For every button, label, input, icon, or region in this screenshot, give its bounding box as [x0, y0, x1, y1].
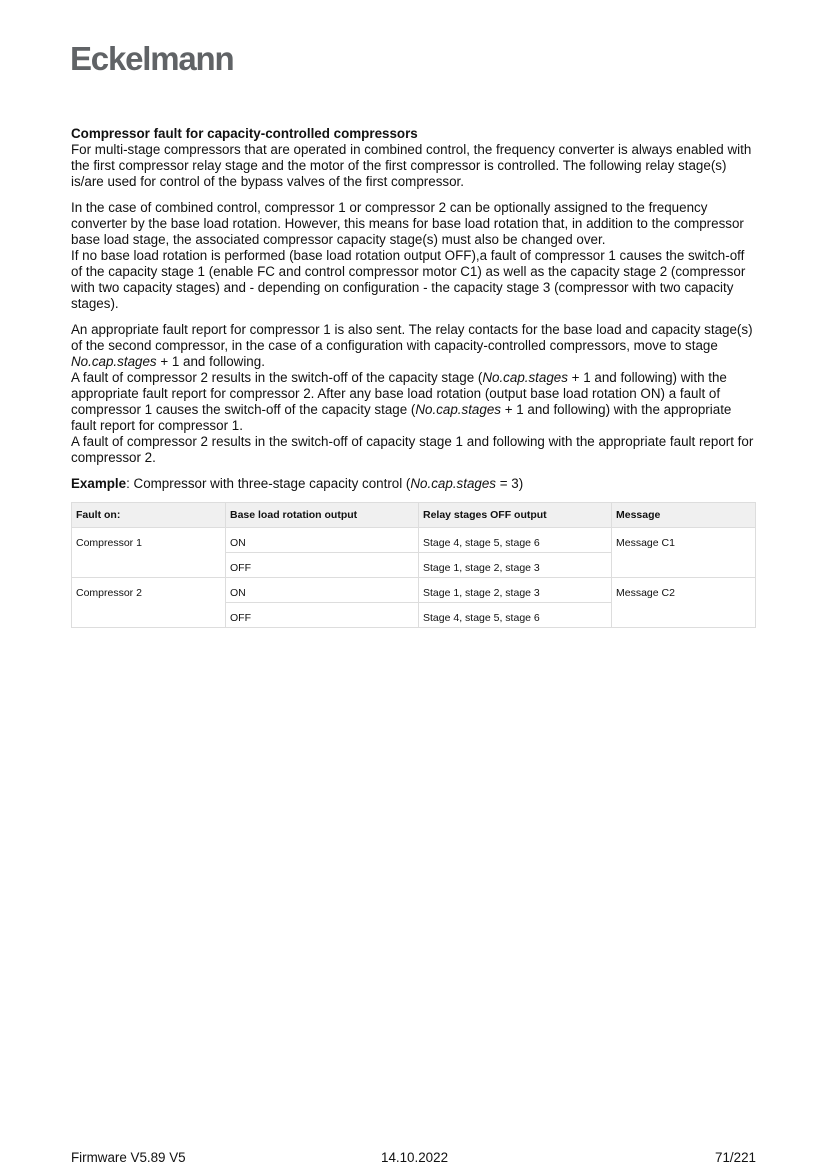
output-cell: OFF [226, 603, 419, 628]
text: An appropriate fault report for compressor 1 is also sent. The relay contacts for the base load and capacity stage(s) of the second compressor, in the case of a configuration with capacity-controlled compressors, move to stage [71, 322, 753, 353]
fault-cell: Compressor 1 [72, 528, 226, 578]
table-row [72, 578, 756, 603]
stages-cell: Stage 4, stage 5, stage 6 [419, 528, 612, 553]
example-caption [71, 476, 759, 492]
text: = 3) [496, 476, 524, 491]
output-cell: OFF [226, 553, 419, 578]
footer-page-number: 71/221 [715, 1150, 756, 1165]
paragraph-3 [71, 322, 759, 466]
paragraph-1: For multi-stage compressors that are operated in combined control, the frequency converter is always enabled with the first compressor relay stage and the motor of the first compressor is controlled. The following relay stage(s) is/are used for control of the bypass valves of the first compressor. [71, 142, 752, 189]
text: A fault of compressor 2 results in the switch-off of capacity stage 1 and following with the appropriate fault report for compressor 2. [71, 434, 754, 465]
eckelmann-logo: Eckelmann [70, 40, 234, 77]
message-cell: Message C1 [612, 528, 756, 578]
header-cell: Fault on: [72, 503, 226, 528]
paragraph-2 [71, 200, 759, 312]
paragraph-2b: If no base load rotation is performed (base load rotation output OFF),a fault of compressor 1 causes the switch-off of the capacity stage 1 (enable FC and control compressor motor C1) as well as the capacity stage 2 (compressor with two capacity stages) and - depending on configuration - the capacity stage 3 (compressor with two capacity stages). [71, 248, 746, 311]
output-cell: ON [226, 578, 419, 603]
parameter-name: No.cap.stages [410, 476, 496, 491]
output-cell: ON [226, 528, 419, 553]
text: + 1 and following. [156, 354, 265, 369]
stages-cell: Stage 4, stage 5, stage 6 [419, 603, 612, 628]
section-heading: Compressor fault for capacity-controlled compressors [71, 126, 418, 141]
text: A fault of compressor 2 results in the switch-off of the capacity stage ( [71, 370, 483, 385]
stages-cell: Stage 1, stage 2, stage 3 [419, 578, 612, 603]
parameter-name: No.cap.stages [482, 370, 568, 385]
message-cell: Message C2 [612, 578, 756, 628]
table-header [72, 503, 756, 528]
text: + 1 and following) with the appropriate fault report for compressor 1. [71, 402, 732, 433]
text: : Compressor with three-stage capacity control ( [126, 476, 411, 491]
parameter-name: No.cap.stages [415, 402, 501, 417]
text: + 1 and following) with the appropriate fault report for compressor 2. After any base load rotation (output base load rotation ON) a fault of compressor 1 causes the switch-off of the capacity stage ( [71, 370, 727, 417]
stages-cell: Stage 1, stage 2, stage 3 [419, 553, 612, 578]
header-cell: Base load rotation output [226, 503, 419, 528]
header-cell: Message [612, 503, 756, 528]
parameter-name: No.cap.stages [71, 354, 157, 369]
fault-table [71, 502, 756, 628]
fault-cell: Compressor 2 [72, 578, 226, 628]
header-cell: Relay stages OFF output [419, 503, 612, 528]
footer-firmware: Firmware V5.89 V5 [71, 1150, 186, 1165]
footer-date: 14.10.2022 [381, 1150, 449, 1165]
paragraph-2a: In the case of combined control, compressor 1 or compressor 2 can be optionally assigned to the frequency converter by the base load rotation. However, this means for base load rotation that, in addition to the compressor base load stage, the associated compressor capacity stage(s) must also be changed over. [71, 200, 744, 247]
table-row [72, 528, 756, 553]
example-label: Example [71, 476, 127, 491]
document-body [71, 126, 759, 628]
